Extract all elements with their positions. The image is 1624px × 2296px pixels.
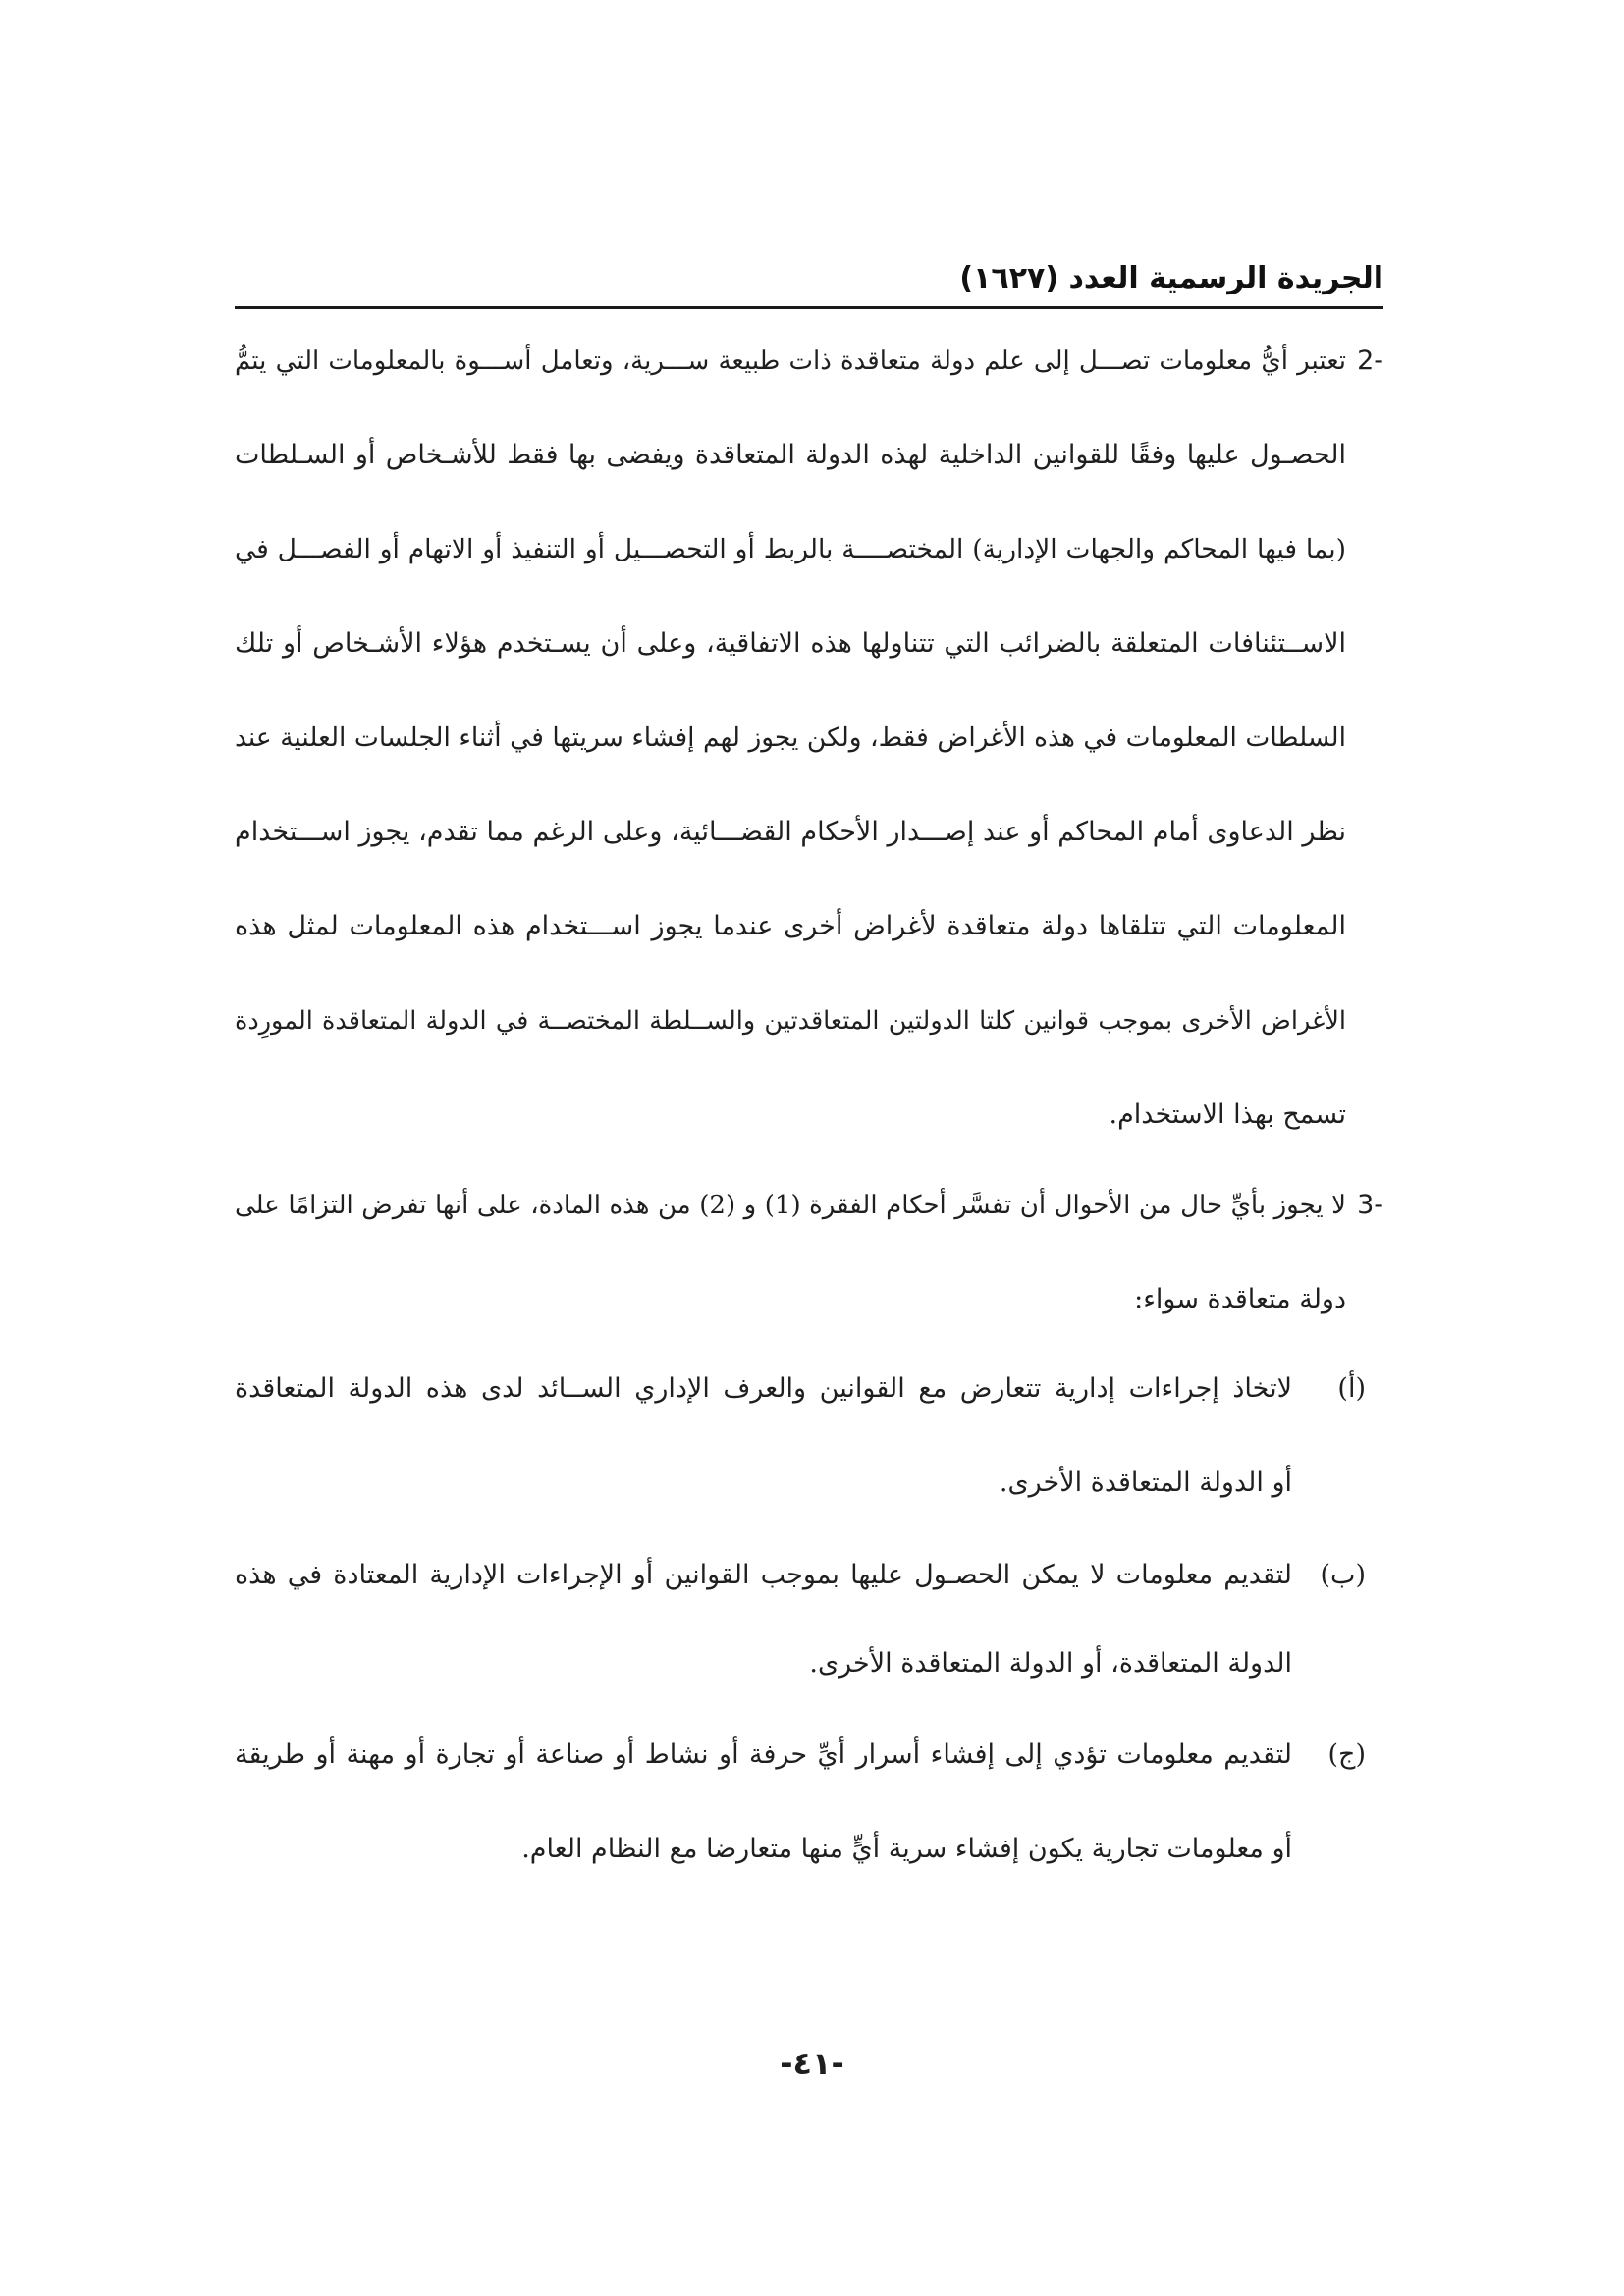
page-number: -٤١- [780,2045,844,2082]
paragraph-line: الاســتئنافات المتعلقة بالضرائب التي تتناولها هذه الاتفاقية، وعلى أن يسـتخدم هؤلاء الأشـخاص أو تلك [235,628,1346,659]
gazette-title: الجريدة الرسمية العدد (١٦٢٧) [959,261,1383,295]
paragraph-line: المعلومات التي تتلقاها دولة متعاقدة لأغراض أخرى عندما يجوز اســـتخدام هذه المعلومات لمثل هذه [235,911,1346,941]
paragraph-line: تعتبر أيُّ معلومات تصـــل إلى علم دولة متعاقدة ذات طبيعة ســـرية، وتعامل أســـوة بالمعلومات التي يتمُّ [235,347,1346,376]
paragraph-line: لا يجوز بأيِّ حال من الأحوال أن تفسَّر أحكام الفقرة (1) و (2) من هذه المادة، على أنها تفرض التزامًا على [235,1191,1346,1220]
header-divider [235,306,1383,309]
paragraph-2 [235,339,1383,1130]
sub-item-line: أو معلومات تجارية يكون إفشاء سرية أيٍّ منها متعارضا مع النظام العام. [521,1834,1292,1864]
sub-item-label: (ج) [1327,1739,1366,1770]
paragraph-line: السلطات المعلومات في هذه الأغراض فقط، ولكن يجوز لهم إفشاء سريتها في أثناء الجلسات العلنية عند [235,722,1346,753]
paragraph-line: تسمح بهذا الاستخدام. [1109,1099,1346,1130]
page-header [235,257,1383,306]
sub-item-line: لاتخاذ إجراءات إدارية تتعارض مع القوانين والعرف الإداري الســائد لدى هذه الدولة المتعاقدة [235,1373,1292,1404]
sub-item-line: لتقديم معلومات تؤدي إلى إفشاء أسرار أيِّ حرفة أو نشاط أو صناعة أو تجارة أو مهنة أو طريقة [235,1739,1292,1770]
sub-item-line: أو الدولة المتعاقدة الأخرى. [999,1468,1292,1498]
sub-item-line: الدولة المتعاقدة، أو الدولة المتعاقدة الأخرى. [809,1648,1292,1679]
paragraph-line: نظر الدعاوى أمام المحاكم أو عند إصـــدار الأحكام القضـــائية، وعلى الرغم مما تقدم، يجوز اســـتخدام [235,817,1346,847]
paragraph-number: -3 [1357,1190,1383,1220]
sub-item-label: (أ) [1337,1373,1366,1404]
sub-item-label: (ب) [1320,1560,1366,1590]
paragraph-number: -2 [1357,346,1383,376]
paragraph-line: دولة متعاقدة سواء: [1134,1284,1346,1314]
paragraph-3 [235,1183,1383,1330]
paragraph-line: الأغراض الأخرى بموجب قوانين كلتا الدولتين المتعاقدتين والســلطة المختصــة في الدولة المتعاقدة المورِدة [235,1006,1346,1036]
sub-item-a [235,1366,1383,1514]
paragraph-line: (بما فيها المحاكم والجهات الإدارية) المختصــــة بالربط أو التحصـــيل أو التنفيذ أو الاتهام أو الفصـــل في [235,534,1346,564]
paragraph-line: الحصـول عليها وفقًا للقوانين الداخلية لهذه الدولة المتعاقدة ويفضى بها فقط للأشـخاص أو السـلطات [235,440,1346,470]
sub-item-line: لتقديم معلومات لا يمكن الحصـول عليها بموجب القوانين أو الإجراءات الإدارية المعتادة في هذه [235,1560,1292,1590]
sub-item-c [235,1733,1383,1880]
sub-item-b [235,1553,1383,1700]
